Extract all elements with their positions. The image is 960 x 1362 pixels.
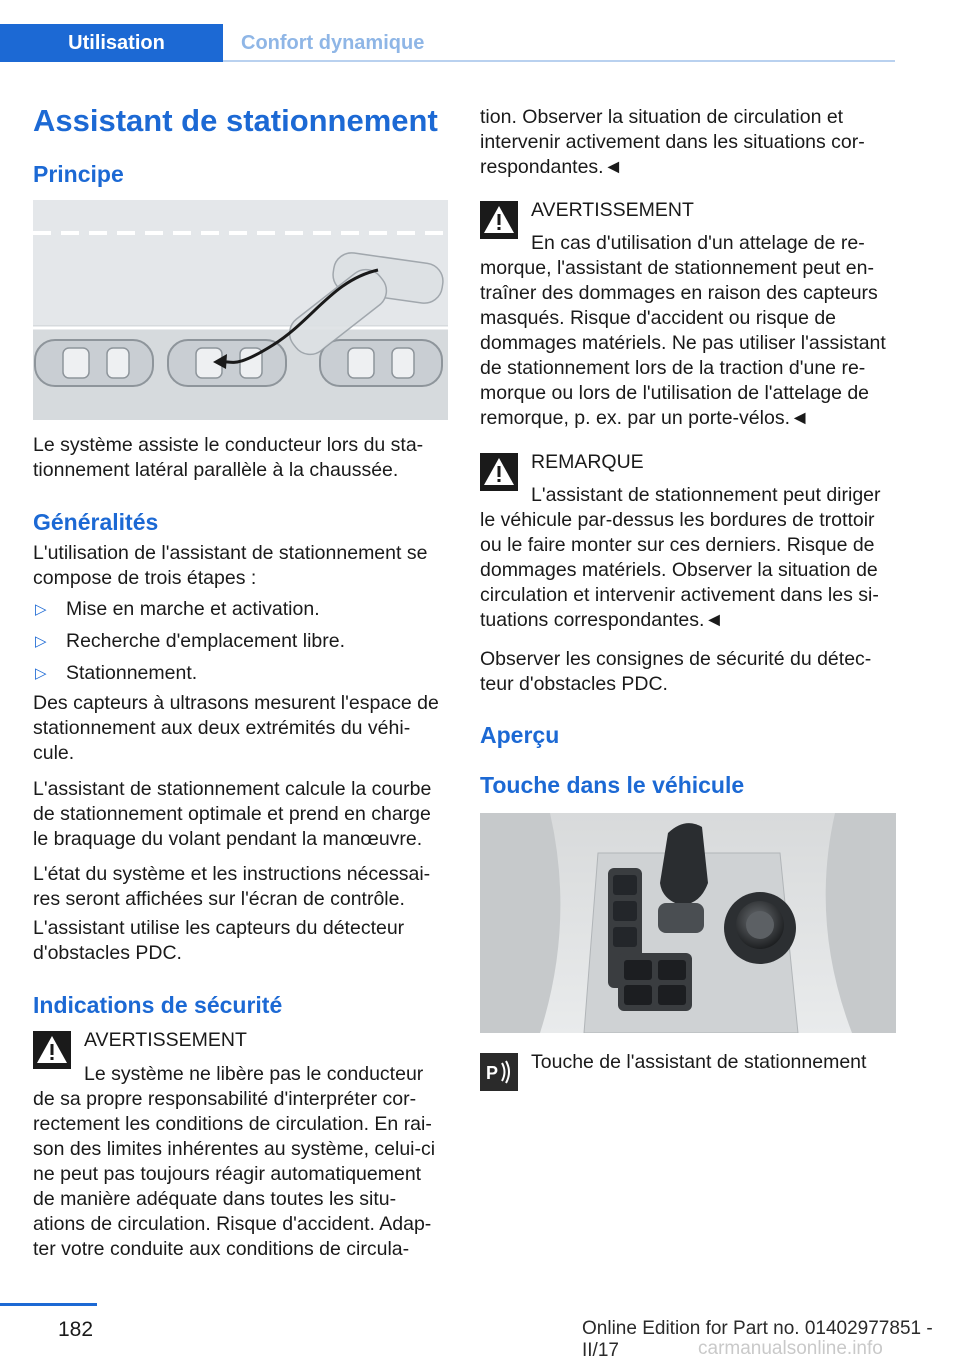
text-line: cule. (33, 742, 75, 764)
text-line: respondantes.◄ (480, 156, 623, 178)
parking-assistant-button-icon (480, 1053, 518, 1091)
text-line: Des capteurs à ultrasons mesurent l'espace de (33, 692, 439, 714)
text-line: rectement les conditions de circulation. En rai- (33, 1113, 432, 1135)
heading-principe: Principe (33, 161, 124, 187)
paragraph-etat (33, 862, 453, 912)
text-line: L'assistant de stationnement calcule la courbe (33, 778, 432, 800)
caption-line: Le système assiste le conducteur lors du sta- (33, 434, 424, 456)
text-line: tion. Observer la situation de circulation et (480, 106, 844, 128)
triangle-bullet-icon: ▷ (35, 665, 47, 682)
figure-caption (33, 433, 448, 483)
step-text: Mise en marche et activation. (66, 598, 320, 620)
text-line: circulation et intervenir activement dans les si- (480, 584, 879, 606)
text-line: son des limites inhérentes au système, celui-ci (33, 1138, 436, 1160)
text-line: de stationnement optimale et prend en charge (33, 803, 431, 825)
footer-rule (0, 1303, 97, 1306)
text-line: dommages matériels. Ne pas utiliser l'assistant (480, 332, 886, 354)
text-line: le véhicule par-dessus les bordures de trottoir (480, 509, 875, 531)
text-line: traîner des dommages en raison des capteurs (480, 282, 878, 304)
console-photo (480, 813, 896, 1033)
text-line: de sa propre responsabilité d'interpréter cor- (33, 1088, 417, 1110)
note-text (480, 483, 900, 633)
generalites-text (33, 541, 448, 591)
svg-text:P: P (486, 1063, 499, 1083)
text-line: ations de circulation. Risque d'accident. Adap- (33, 1213, 432, 1235)
warning-continuation (480, 105, 900, 180)
text-line: En cas d'utilisation d'un attelage de re- (531, 232, 865, 254)
button-caption: Touche de l'assistant de stationnement (531, 1051, 867, 1073)
note-label: REMARQUE (531, 451, 644, 473)
text-line: L'assistant de stationnement peut diriger (531, 484, 881, 506)
warning-text (480, 231, 900, 431)
text-line: de manière adéquate dans toutes les situ- (33, 1188, 397, 1210)
text-line: morque, l'assistant de stationnement peut en- (480, 257, 874, 279)
pdc-reference (480, 647, 900, 697)
text-line: L'assistant utilise les capteurs du détecteur (33, 917, 405, 939)
heading-apercu: Aperçu (480, 722, 560, 748)
heading-touche: Touche dans le véhicule (480, 772, 745, 798)
text-line: remorque, p. ex. par un porte-vélos.◄ (480, 407, 810, 429)
step-text: Stationnement. (66, 662, 198, 684)
text-line: compose de trois étapes : (33, 567, 257, 589)
text-line: masqués. Risque d'accident ou risque de (480, 307, 837, 329)
text-line: d'obstacles PDC. (33, 942, 182, 964)
text-line: ou le faire monter sur ces derniers. Risque de (480, 534, 875, 556)
caption-line: tionnement latéral parallèle à la chaussée. (33, 459, 399, 481)
text-line: L'état du système et les instructions nécessai- (33, 863, 431, 885)
watermark: carmanualsonline.info (698, 1338, 883, 1359)
edition-note: Online Edition for Part no. 01402977851 - II/17 (582, 1318, 933, 1361)
text-line: le braquage du volant pendant la manœuvre. (33, 828, 423, 850)
parking-illustration (33, 200, 448, 420)
text-line: ne peut pas toujours réagir automatiquement (33, 1163, 422, 1185)
page-title: Assistant de stationnement (33, 103, 438, 138)
text-line: Le système ne libère pas le conducteur (84, 1063, 424, 1085)
text-line: intervenir activement dans les situations cor- (480, 131, 865, 153)
step-item (33, 597, 448, 622)
text-line: tuations correspondantes.◄ (480, 609, 724, 631)
tab-confort-dynamique[interactable]: Confort dynamique (241, 31, 425, 54)
text-line: de stationnement lors de la traction d'une re- (480, 357, 866, 379)
triangle-bullet-icon: ▷ (35, 601, 47, 618)
text-line: L'utilisation de l'assistant de stationnement se (33, 542, 428, 564)
text-line: Observer les consignes de sécurité du détec- (480, 648, 872, 670)
header-rule (223, 60, 895, 62)
step-text: Recherche d'emplacement libre. (66, 630, 346, 652)
tab-utilisation[interactable]: Utilisation (0, 24, 223, 62)
warning-text (33, 1062, 453, 1262)
header-tabs (0, 24, 424, 62)
text-line: morque ou lors de l'utilisation de l'attelage de (480, 382, 870, 404)
paragraph-courbe (33, 777, 453, 852)
step-item (33, 629, 448, 654)
paragraph-capteurs (33, 691, 453, 766)
warning-label: AVERTISSEMENT (531, 199, 694, 221)
step-item (33, 661, 448, 686)
page-number: 182 (58, 1318, 94, 1341)
text-line: teur d'obstacles PDC. (480, 673, 668, 695)
text-line: res seront affichées sur l'écran de contrôle. (33, 888, 405, 910)
text-line: stationnement aux deux extrémités du véhi- (33, 717, 411, 739)
text-line: ter votre conduite aux conditions de circula- (33, 1238, 410, 1260)
warning-label: AVERTISSEMENT (84, 1029, 247, 1051)
heading-securite: Indications de sécurité (33, 992, 283, 1018)
triangle-bullet-icon: ▷ (35, 633, 47, 650)
text-line: dommages matériels. Observer la situation de (480, 559, 878, 581)
heading-generalites: Généralités (33, 509, 159, 535)
paragraph-pdc (33, 916, 453, 966)
